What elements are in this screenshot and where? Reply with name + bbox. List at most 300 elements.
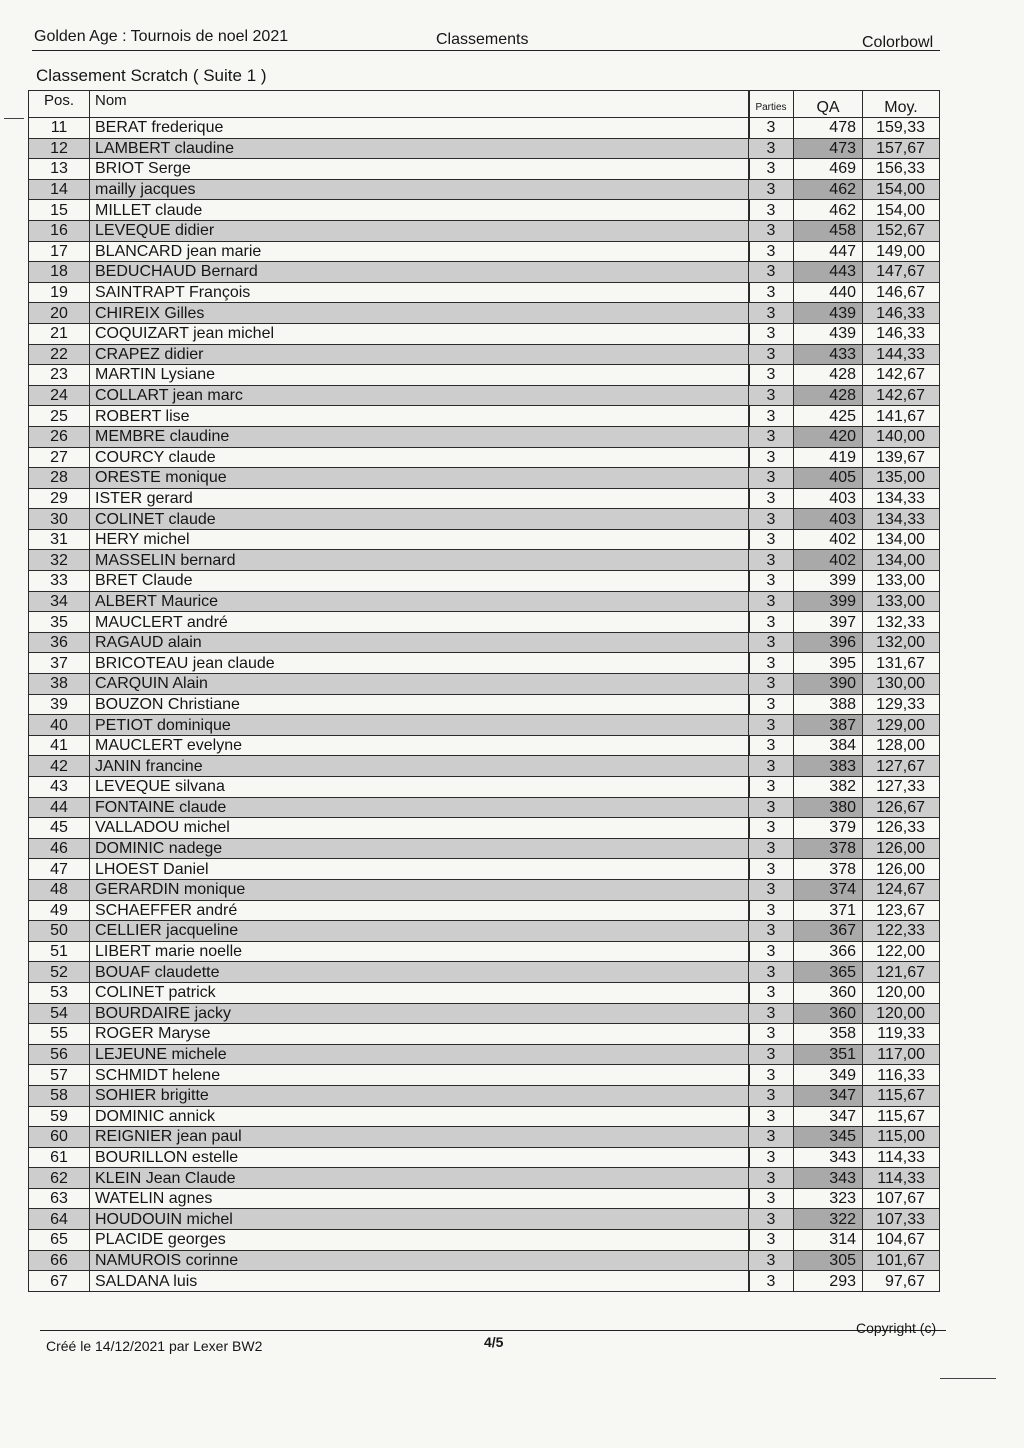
row-qa: 382 [794,777,863,798]
row-parties: 3 [749,1168,794,1189]
table-row [749,550,940,571]
row-name: LHOEST Daniel [90,859,750,880]
row-pos: 20 [29,303,90,324]
row-pos: 32 [29,550,90,571]
row-moy: 119,33 [863,1024,940,1045]
table-row [749,1003,940,1024]
row-moy: 107,67 [863,1188,940,1209]
row-qa: 439 [794,323,863,344]
row-pos: 11 [29,118,90,139]
row-name: ALBERT Maurice [90,591,750,612]
row-pos: 25 [29,406,90,427]
row-pos: 42 [29,756,90,777]
table-row [749,138,940,159]
row-pos: 38 [29,674,90,695]
row-name: PETIOT dominique [90,715,750,736]
table-row [749,1065,940,1086]
row-pos: 49 [29,900,90,921]
table-row [29,756,750,777]
row-parties: 3 [749,488,794,509]
row-qa: 458 [794,220,863,241]
table-row [749,262,940,283]
row-qa: 473 [794,138,863,159]
row-qa: 395 [794,653,863,674]
table-row [29,344,750,365]
table-row [749,674,940,695]
row-parties: 3 [749,818,794,839]
row-pos: 22 [29,344,90,365]
row-qa: 405 [794,468,863,489]
table-row [29,921,750,942]
table-row [29,303,750,324]
row-parties: 3 [749,241,794,262]
row-moy: 126,67 [863,797,940,818]
row-parties: 3 [749,447,794,468]
table-row [29,571,750,592]
row-parties: 3 [749,571,794,592]
row-parties: 3 [749,509,794,530]
row-qa: 378 [794,838,863,859]
table-row [29,1271,750,1292]
row-moy: 133,00 [863,591,940,612]
row-pos: 62 [29,1168,90,1189]
table-row [749,900,940,921]
row-parties: 3 [749,426,794,447]
row-moy: 121,67 [863,962,940,983]
header-rule [32,50,940,51]
row-qa: 347 [794,1106,863,1127]
row-name: NAMUROIS corinne [90,1250,750,1271]
row-qa: 343 [794,1147,863,1168]
table-row [749,1106,940,1127]
footer-rule [40,1330,946,1331]
row-qa: 384 [794,735,863,756]
row-qa: 478 [794,118,863,139]
table-row [749,241,940,262]
table-row [749,797,940,818]
row-moy: 117,00 [863,1044,940,1065]
row-parties: 3 [749,1106,794,1127]
row-pos: 67 [29,1271,90,1292]
table-row [29,159,750,180]
row-name: BOURDAIRE jacky [90,1003,750,1024]
row-moy: 134,33 [863,488,940,509]
row-parties: 3 [749,1147,794,1168]
row-pos: 31 [29,529,90,550]
row-qa: 428 [794,365,863,386]
row-pos: 40 [29,715,90,736]
row-name: BOURILLON estelle [90,1147,750,1168]
table-row [749,220,940,241]
table-row [29,282,750,303]
row-moy: 142,67 [863,385,940,406]
row-name: SAINTRAPT François [90,282,750,303]
row-parties: 3 [749,1250,794,1271]
row-pos: 65 [29,1230,90,1251]
table-row [29,1209,750,1230]
table-row [29,138,750,159]
row-pos: 57 [29,1065,90,1086]
scores-body [749,118,940,1292]
row-qa: 347 [794,1085,863,1106]
row-pos: 45 [29,818,90,839]
row-name: MASSELIN bernard [90,550,750,571]
row-pos: 18 [29,262,90,283]
row-moy: 124,67 [863,879,940,900]
table-row [749,447,940,468]
row-name: COLINET claude [90,509,750,530]
row-qa: 397 [794,612,863,633]
scan-mark-left [4,118,24,119]
table-row [29,468,750,489]
table-row [29,1250,750,1271]
row-name: MAUCLERT andré [90,612,750,633]
table-row [29,591,750,612]
row-parties: 3 [749,1085,794,1106]
row-name: ROBERT lise [90,406,750,427]
row-pos: 55 [29,1024,90,1045]
row-moy: 156,33 [863,159,940,180]
row-pos: 59 [29,1106,90,1127]
row-qa: 433 [794,344,863,365]
row-parties: 3 [749,1127,794,1148]
row-name: SOHIER brigitte [90,1085,750,1106]
row-name: PLACIDE georges [90,1230,750,1251]
row-moy: 126,00 [863,838,940,859]
row-parties: 3 [749,1271,794,1292]
row-moy: 122,33 [863,921,940,942]
table-row [749,344,940,365]
row-moy: 146,33 [863,303,940,324]
row-name: MAUCLERT evelyne [90,735,750,756]
row-name: BRIOT Serge [90,159,750,180]
col-moy-header: Moy. [863,91,940,118]
table-row [29,1188,750,1209]
table-row [749,653,940,674]
row-pos: 37 [29,653,90,674]
row-name: FONTAINE claude [90,797,750,818]
row-moy: 134,00 [863,529,940,550]
table-row [29,323,750,344]
table-row [29,838,750,859]
table-row [29,385,750,406]
row-moy: 122,00 [863,941,940,962]
row-parties: 3 [749,612,794,633]
row-name: LEVEQUE didier [90,220,750,241]
header-center: Classements [436,31,529,48]
row-qa: 345 [794,1127,863,1148]
row-moy: 120,00 [863,1003,940,1024]
row-pos: 17 [29,241,90,262]
row-moy: 141,67 [863,406,940,427]
row-parties: 3 [749,900,794,921]
row-pos: 15 [29,200,90,221]
table-row [29,550,750,571]
row-moy: 139,67 [863,447,940,468]
row-parties: 3 [749,632,794,653]
row-qa: 390 [794,674,863,695]
row-name: HOUDOUIN michel [90,1209,750,1230]
table-row [749,323,940,344]
row-parties: 3 [749,220,794,241]
row-moy: 130,00 [863,674,940,695]
row-pos: 16 [29,220,90,241]
row-moy: 127,67 [863,756,940,777]
row-pos: 53 [29,982,90,1003]
row-moy: 128,00 [863,735,940,756]
table-row [29,1168,750,1189]
row-pos: 36 [29,632,90,653]
row-qa: 383 [794,756,863,777]
table-row [29,653,750,674]
row-name: CRAPEZ didier [90,344,750,365]
table-row [749,941,940,962]
table-row [29,488,750,509]
row-parties: 3 [749,1230,794,1251]
table-row [749,1250,940,1271]
row-qa: 322 [794,1209,863,1230]
row-name: CHIREIX Gilles [90,303,750,324]
table-row [749,1147,940,1168]
row-parties: 3 [749,838,794,859]
row-name: COQUIZART jean michel [90,323,750,344]
table-row [29,735,750,756]
table-row [749,1271,940,1292]
row-pos: 13 [29,159,90,180]
row-moy: 101,67 [863,1250,940,1271]
row-name: LEVEQUE silvana [90,777,750,798]
row-moy: 127,33 [863,777,940,798]
row-pos: 64 [29,1209,90,1230]
table-row [749,818,940,839]
ranking-names-table [28,90,750,1292]
row-pos: 27 [29,447,90,468]
table-row [749,385,940,406]
row-qa: 293 [794,1271,863,1292]
row-qa: 323 [794,1188,863,1209]
table-row [29,118,750,139]
row-pos: 58 [29,1085,90,1106]
row-moy: 104,67 [863,1230,940,1251]
row-moy: 97,67 [863,1271,940,1292]
row-parties: 3 [749,138,794,159]
table-row [749,571,940,592]
table-row [29,879,750,900]
row-name: MARTIN Lysiane [90,365,750,386]
table-row [29,509,750,530]
row-name: BRET Claude [90,571,750,592]
row-parties: 3 [749,1044,794,1065]
row-pos: 50 [29,921,90,942]
row-pos: 33 [29,571,90,592]
row-qa: 462 [794,179,863,200]
table-row [29,262,750,283]
row-pos: 51 [29,941,90,962]
row-pos: 35 [29,612,90,633]
names-header-row [29,91,750,118]
table-row [29,818,750,839]
row-name: mailly jacques [90,179,750,200]
row-pos: 44 [29,797,90,818]
row-name: BEDUCHAUD Bernard [90,262,750,283]
row-moy: 154,00 [863,179,940,200]
row-qa: 358 [794,1024,863,1045]
row-pos: 29 [29,488,90,509]
row-qa: 374 [794,879,863,900]
row-name: SCHMIDT helene [90,1065,750,1086]
table-row [29,941,750,962]
row-moy: 115,00 [863,1127,940,1148]
row-moy: 107,33 [863,1209,940,1230]
row-pos: 14 [29,179,90,200]
row-moy: 132,00 [863,632,940,653]
row-pos: 23 [29,365,90,386]
row-moy: 123,67 [863,900,940,921]
row-moy: 129,00 [863,715,940,736]
row-pos: 34 [29,591,90,612]
row-qa: 399 [794,571,863,592]
table-row [749,612,940,633]
table-row [29,674,750,695]
row-qa: 349 [794,1065,863,1086]
row-name: ROGER Maryse [90,1024,750,1045]
row-pos: 19 [29,282,90,303]
row-moy: 114,33 [863,1168,940,1189]
row-qa: 420 [794,426,863,447]
row-parties: 3 [749,921,794,942]
table-row [749,1127,940,1148]
row-qa: 439 [794,303,863,324]
table-row [749,1230,940,1251]
row-name: GERARDIN monique [90,879,750,900]
table-row [29,179,750,200]
scores-header-row [749,91,940,118]
row-name: SCHAEFFER andré [90,900,750,921]
row-qa: 428 [794,385,863,406]
table-row [29,200,750,221]
row-moy: 134,33 [863,509,940,530]
table-row [749,1044,940,1065]
row-qa: 305 [794,1250,863,1271]
row-parties: 3 [749,406,794,427]
row-parties: 3 [749,962,794,983]
table-row [749,1024,940,1045]
row-pos: 21 [29,323,90,344]
table-row [29,982,750,1003]
row-parties: 3 [749,1003,794,1024]
row-moy: 142,67 [863,365,940,386]
row-pos: 56 [29,1044,90,1065]
row-pos: 48 [29,879,90,900]
row-parties: 3 [749,159,794,180]
table-row [749,200,940,221]
table-row [29,1065,750,1086]
table-row [749,694,940,715]
table-row [749,715,940,736]
table-row [749,365,940,386]
table-row [29,1127,750,1148]
row-moy: 126,00 [863,859,940,880]
row-parties: 3 [749,550,794,571]
row-pos: 61 [29,1147,90,1168]
row-qa: 371 [794,900,863,921]
footer-left: Créé le 14/12/2021 par Lexer BW2 [46,1338,263,1354]
table-row [29,1085,750,1106]
row-moy: 140,00 [863,426,940,447]
table-row [749,303,940,324]
row-moy: 116,33 [863,1065,940,1086]
table-row [29,529,750,550]
row-qa: 366 [794,941,863,962]
row-qa: 443 [794,262,863,283]
table-row [749,529,940,550]
table-row [29,1024,750,1045]
row-parties: 3 [749,344,794,365]
table-row [749,179,940,200]
names-body [29,118,750,1292]
row-name: COURCY claude [90,447,750,468]
row-qa: 425 [794,406,863,427]
table-row [29,220,750,241]
table-row [29,777,750,798]
row-pos: 52 [29,962,90,983]
table-row [749,777,940,798]
table-row [749,1085,940,1106]
table-row [749,982,940,1003]
row-pos: 47 [29,859,90,880]
row-qa: 419 [794,447,863,468]
row-qa: 380 [794,797,863,818]
row-parties: 3 [749,1065,794,1086]
table-row [29,632,750,653]
row-moy: 146,33 [863,323,940,344]
row-parties: 3 [749,468,794,489]
table-row [749,632,940,653]
row-moy: 154,00 [863,200,940,221]
table-row [749,406,940,427]
table-row [749,1188,940,1209]
table-row [749,859,940,880]
table-row [749,118,940,139]
table-row [29,1044,750,1065]
scan-mark-bottom-right [940,1378,996,1379]
row-qa: 396 [794,632,863,653]
row-moy: 120,00 [863,982,940,1003]
row-moy: 134,00 [863,550,940,571]
table-row [29,859,750,880]
row-name: CELLIER jacqueline [90,921,750,942]
table-row [749,591,940,612]
row-parties: 3 [749,1188,794,1209]
header-left: Golden Age : Tournois de noel 2021 [34,28,289,45]
row-parties: 3 [749,777,794,798]
row-parties: 3 [749,715,794,736]
row-name: JANIN francine [90,756,750,777]
row-moy: 135,00 [863,468,940,489]
row-parties: 3 [749,797,794,818]
row-parties: 3 [749,735,794,756]
row-qa: 469 [794,159,863,180]
row-moy: 126,33 [863,818,940,839]
row-name: BOUZON Christiane [90,694,750,715]
table-row [749,1168,940,1189]
row-parties: 3 [749,323,794,344]
row-moy: 132,33 [863,612,940,633]
row-qa: 462 [794,200,863,221]
row-parties: 3 [749,282,794,303]
row-moy: 157,67 [863,138,940,159]
row-qa: 378 [794,859,863,880]
